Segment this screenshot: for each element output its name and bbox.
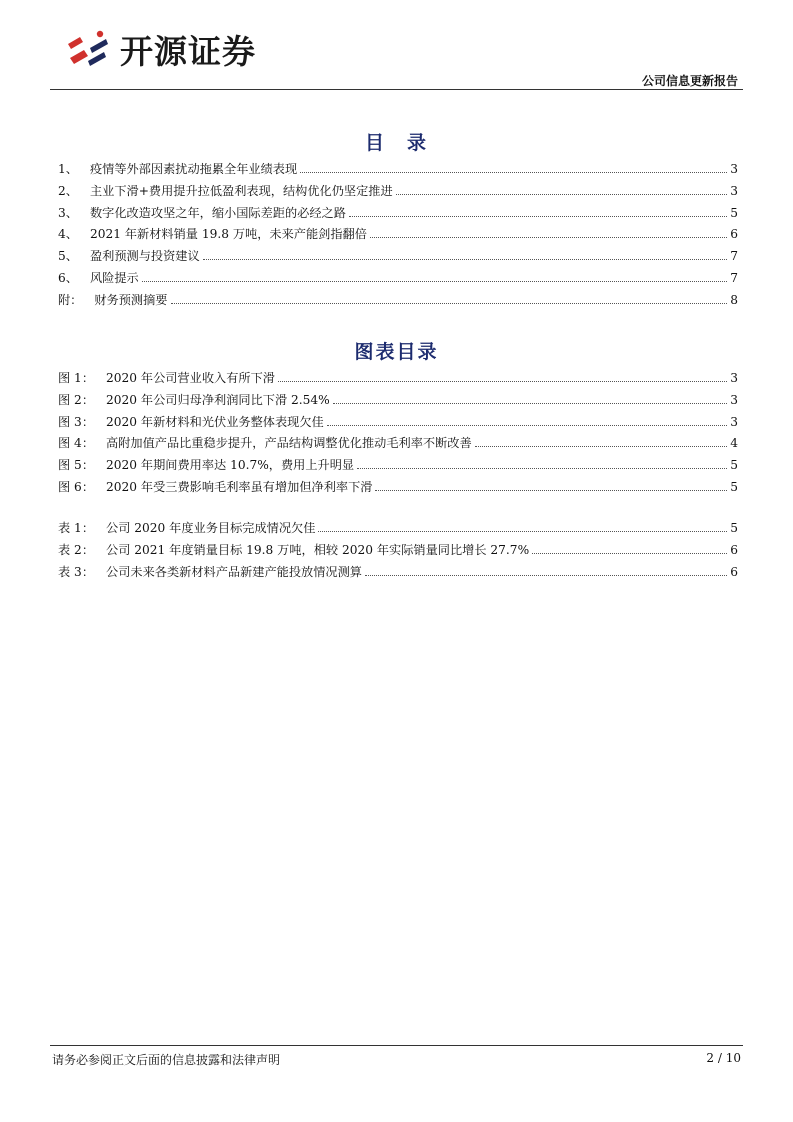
figures-title: 图表目录 <box>354 341 439 363</box>
toc-entry[interactable] <box>58 291 738 313</box>
toc-entry[interactable] <box>58 160 738 182</box>
figure-entry-page[interactable]: 3 <box>730 371 738 385</box>
figure-entry[interactable] <box>58 434 738 456</box>
table-entry[interactable] <box>58 541 738 563</box>
dot-leader <box>278 380 727 382</box>
dot-leader <box>318 530 727 532</box>
toc-entry-page[interactable]: 7 <box>730 249 738 264</box>
toc-entry[interactable] <box>58 204 738 226</box>
dot-leader <box>327 424 728 426</box>
dot-leader <box>349 215 727 217</box>
dot-leader <box>365 574 727 576</box>
toc-entry-title[interactable]: 财务预测摘要 <box>94 292 168 307</box>
table-entry-page[interactable]: 6 <box>730 542 738 557</box>
table-entry-title[interactable]: 公司未来各类新材料产品新建产能投放情况测算 <box>106 564 362 579</box>
toc-entry[interactable] <box>58 247 738 269</box>
dot-leader <box>532 552 727 554</box>
figure-entry-number: 图 5： <box>58 458 95 473</box>
toc-entry-title[interactable]: 数字化改造攻坚之年，缩小国际差距的必经之路 <box>89 205 346 220</box>
figure-entry-title[interactable]: 2020 年期间费用率达 10.7%，费用上升明显 <box>106 458 355 473</box>
figure-entry-title[interactable]: 2020 年受三费影响毛利率虽有增加但净利率下滑 <box>106 479 373 494</box>
toc-entry-number: 5、 <box>58 249 78 264</box>
toc-entry-page[interactable]: 3 <box>730 183 738 198</box>
dot-leader <box>333 402 727 404</box>
toc-title: 目 录 <box>364 132 428 154</box>
figure-entry-number: 图 4： <box>58 436 95 451</box>
figure-entry-number: 图 3： <box>58 414 95 429</box>
header-divider <box>50 89 743 90</box>
page-indicator: 2 / 10 <box>706 1051 741 1065</box>
dot-leader <box>357 467 727 469</box>
table-entry-title[interactable]: 公司 2020 年度业务目标完成情况欠佳 <box>106 521 316 535</box>
toc-list <box>58 160 738 313</box>
toc-entry-page[interactable]: 5 <box>730 205 738 220</box>
figure-entry[interactable] <box>58 413 738 435</box>
toc-entry-number: 附： <box>58 292 83 307</box>
figure-entry[interactable] <box>58 478 738 500</box>
toc-entry-title[interactable]: 疫情等外部因素扰动拖累全年业绩表现 <box>89 162 298 176</box>
figure-entry-page[interactable]: 3 <box>730 414 738 429</box>
dot-leader <box>142 280 728 282</box>
toc-entry-number: 4、 <box>58 227 78 242</box>
toc-entry-title[interactable]: 盈利预测与投资建议 <box>89 249 200 264</box>
dot-leader <box>375 489 727 491</box>
toc-entry-number: 2、 <box>58 183 78 198</box>
toc-entry-number: 6、 <box>58 270 78 285</box>
figure-entry-number: 图 2： <box>58 392 95 407</box>
figure-entry-page[interactable]: 3 <box>730 392 738 407</box>
dot-leader <box>203 258 728 260</box>
toc-entry[interactable] <box>58 225 738 247</box>
table-entry-number: 表 3： <box>58 564 95 579</box>
toc-entry-page[interactable]: 6 <box>730 227 738 242</box>
brand-logo <box>64 26 256 73</box>
dot-leader <box>396 193 728 195</box>
toc-entry-title[interactable]: 风险提示 <box>89 270 139 285</box>
figure-entry-title[interactable]: 2020 年公司归母净利润同比下滑 2.54% <box>106 392 330 407</box>
figure-entry[interactable] <box>58 391 738 413</box>
table-entry-title[interactable]: 公司 2021 年度销量目标 19.8 万吨，相较 2020 年实际销量同比增长 27.7% <box>106 542 530 557</box>
table-entry-number: 表 1： <box>58 521 95 535</box>
figure-entry[interactable] <box>58 456 738 478</box>
dot-leader <box>475 445 728 447</box>
toc-entry[interactable] <box>58 269 738 291</box>
table-entry[interactable] <box>58 563 738 585</box>
toc-entry-number: 1、 <box>58 162 78 176</box>
table-entry-page[interactable]: 5 <box>730 521 738 535</box>
toc-entry[interactable] <box>58 182 738 204</box>
figure-entry-page[interactable]: 4 <box>730 436 738 451</box>
figure-entry-title[interactable]: 高附加值产品比重稳步提升，产品结构调整优化推动毛利率不断改善 <box>106 436 472 451</box>
toc-entry-page[interactable]: 8 <box>730 292 738 307</box>
figure-entry-page[interactable]: 5 <box>730 458 738 473</box>
brand-name: 开源证券 <box>120 32 256 71</box>
toc-entry-title[interactable]: 2021 年新材料销量 19.8 万吨，未来产能剑指翻倍 <box>89 227 367 242</box>
figure-entry-page[interactable]: 5 <box>730 479 738 494</box>
brand-logo-icon <box>64 28 112 72</box>
table-entry-number: 表 2： <box>58 542 95 557</box>
report-type: 公司信息更新报告 <box>641 74 738 88</box>
tables-list <box>58 519 738 584</box>
toc-entry-page[interactable]: 7 <box>730 270 738 285</box>
dot-leader <box>300 171 727 173</box>
footer-divider <box>50 1045 743 1046</box>
dot-leader <box>370 236 727 238</box>
table-entry-page[interactable]: 6 <box>730 564 738 579</box>
figure-entry-title[interactable]: 2020 年公司营业收入有所下滑 <box>106 371 275 385</box>
toc-entry-title[interactable]: 主业下滑+费用提升拉低盈利表现，结构优化仍坚定推进 <box>89 183 393 198</box>
figure-entry-number: 图 6： <box>58 479 95 494</box>
footer-disclaimer: 请务必参阅正文后面的信息披露和法律声明 <box>52 1053 281 1067</box>
figures-list <box>58 369 738 500</box>
figure-entry-number: 图 1： <box>58 371 95 385</box>
figure-entry-title[interactable]: 2020 年新材料和光伏业务整体表现欠佳 <box>106 414 324 429</box>
toc-entry-number: 3、 <box>58 205 78 220</box>
figure-entry[interactable] <box>58 369 738 391</box>
table-entry[interactable] <box>58 519 738 541</box>
dot-leader <box>171 302 728 304</box>
toc-entry-page[interactable]: 3 <box>730 162 738 176</box>
